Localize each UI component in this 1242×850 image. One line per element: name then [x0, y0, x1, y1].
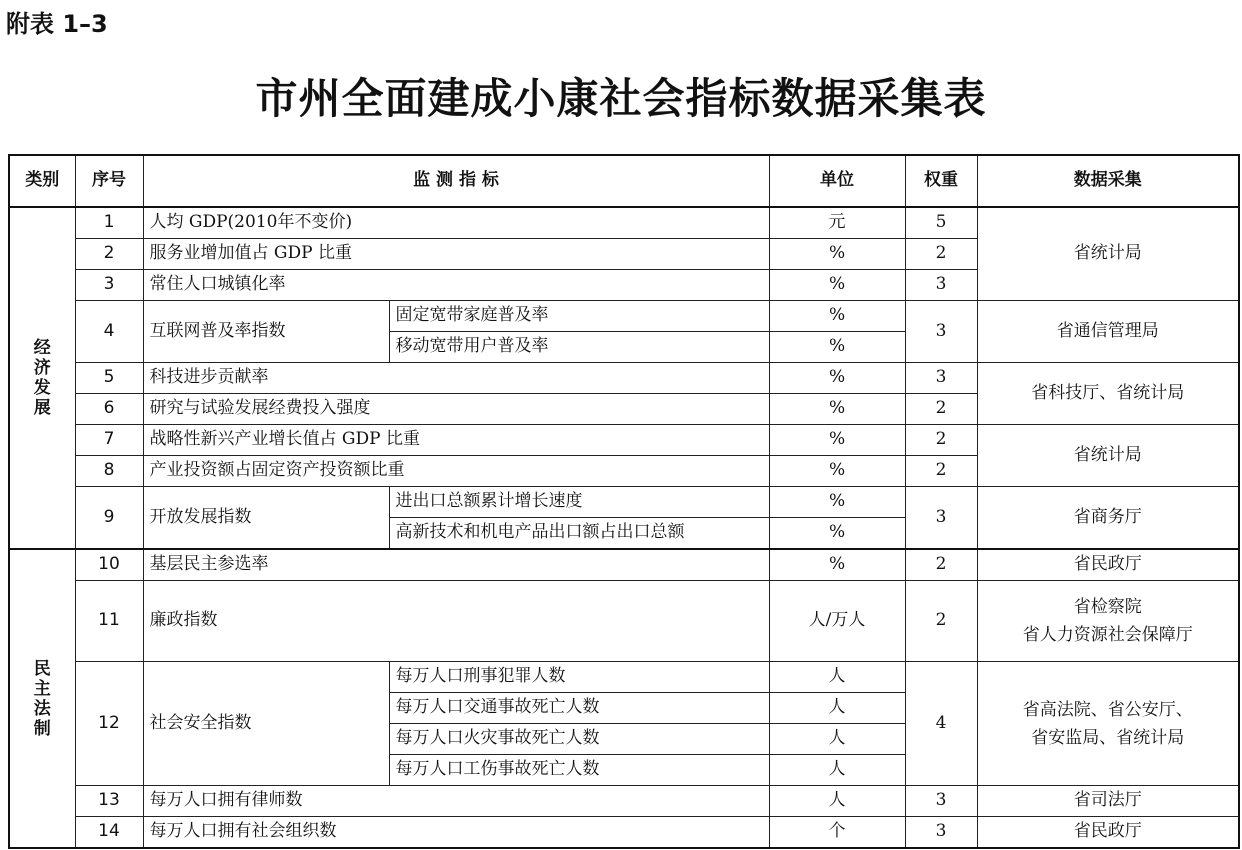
table-row — [9, 817, 1239, 849]
row-unit: 人 — [769, 693, 905, 724]
row-unit: % — [769, 456, 905, 487]
row-source: 省民政厅 — [977, 549, 1239, 581]
table-row — [9, 549, 1239, 581]
row-weight: 5 — [905, 207, 977, 239]
row-seq: 3 — [75, 270, 143, 301]
row-indicator: 互联网普及率指数 — [143, 301, 389, 363]
row-unit: % — [769, 363, 905, 394]
header-source: 数据采集 — [977, 155, 1239, 207]
row-weight: 2 — [905, 581, 977, 662]
source-line: 省高法院、省公安厅、 — [1022, 699, 1193, 720]
row-source: 省科技厅、省统计局 — [977, 363, 1239, 425]
row-unit: 人 — [769, 786, 905, 817]
row-sub-indicator: 每万人口火灾事故死亡人数 — [389, 724, 769, 755]
row-seq: 10 — [75, 549, 143, 581]
row-indicator: 战略性新兴产业增长值占 GDP 比重 — [143, 425, 769, 456]
row-seq: 13 — [75, 786, 143, 817]
row-sub-indicator: 每万人口交通事故死亡人数 — [389, 693, 769, 724]
table-row — [9, 301, 1239, 332]
row-unit: % — [769, 394, 905, 425]
row-unit: 人 — [769, 724, 905, 755]
row-sub-indicator: 每万人口工伤事故死亡人数 — [389, 755, 769, 786]
header-unit: 单位 — [769, 155, 905, 207]
row-indicator: 廉政指数 — [143, 581, 769, 662]
row-indicator: 研究与试验发展经费投入强度 — [143, 394, 769, 425]
header-weight: 权重 — [905, 155, 977, 207]
row-unit: 个 — [769, 817, 905, 849]
table-row — [9, 487, 1239, 518]
row-unit: % — [769, 332, 905, 363]
row-seq: 8 — [75, 456, 143, 487]
table-row — [9, 581, 1239, 662]
header-category: 类别 — [9, 155, 75, 207]
row-indicator: 服务业增加值占 GDP 比重 — [143, 239, 769, 270]
row-indicator: 每万人口拥有律师数 — [143, 786, 769, 817]
table-row — [9, 662, 1239, 693]
row-source: 省民政厅 — [977, 817, 1239, 849]
row-unit: % — [769, 239, 905, 270]
row-weight: 3 — [905, 301, 977, 363]
row-seq: 1 — [75, 207, 143, 239]
row-indicator: 开放发展指数 — [143, 487, 389, 550]
row-seq: 9 — [75, 487, 143, 550]
row-sub-indicator: 进出口总额累计增长速度 — [389, 487, 769, 518]
indicator-table — [8, 154, 1240, 849]
row-indicator: 基层民主参选率 — [143, 549, 769, 581]
row-sub-indicator: 高新技术和机电产品出口额占出口总额 — [389, 518, 769, 550]
row-seq: 12 — [75, 662, 143, 786]
row-unit: % — [769, 487, 905, 518]
row-unit: % — [769, 518, 905, 550]
row-seq: 2 — [75, 239, 143, 270]
table-row — [9, 363, 1239, 394]
table-row — [9, 425, 1239, 456]
source-line: 省人力资源社会保障厅 — [1022, 625, 1193, 645]
table-row — [9, 786, 1239, 817]
row-indicator: 社会安全指数 — [143, 662, 389, 786]
row-source: 省统计局 — [977, 425, 1239, 487]
row-unit: % — [769, 425, 905, 456]
row-weight: 3 — [905, 487, 977, 550]
table-row — [9, 207, 1239, 239]
source-line: 省检察院 — [1073, 597, 1142, 617]
row-weight: 3 — [905, 270, 977, 301]
row-weight: 3 — [905, 363, 977, 394]
row-seq: 14 — [75, 817, 143, 849]
row-indicator: 常住人口城镇化率 — [143, 270, 769, 301]
appendix-label: 附表 1–3 — [6, 10, 108, 38]
row-weight: 3 — [905, 817, 977, 849]
row-seq: 7 — [75, 425, 143, 456]
row-unit: 人 — [769, 662, 905, 693]
row-weight: 4 — [905, 662, 977, 786]
row-source: 省司法厅 — [977, 786, 1239, 817]
row-indicator: 人均 GDP(2010年不变价) — [143, 207, 769, 239]
row-unit: % — [769, 301, 905, 332]
row-weight: 3 — [905, 786, 977, 817]
header-seq: 序号 — [75, 155, 143, 207]
row-seq: 4 — [75, 301, 143, 363]
row-weight: 2 — [905, 549, 977, 581]
row-unit: % — [769, 549, 905, 581]
row-weight: 2 — [905, 394, 977, 425]
row-sub-indicator: 固定宽带家庭普及率 — [389, 301, 769, 332]
category-economy: 经 济 发 展 — [9, 207, 75, 549]
row-unit: % — [769, 270, 905, 301]
row-source — [977, 581, 1239, 662]
header-row — [9, 155, 1239, 207]
row-weight: 2 — [905, 456, 977, 487]
row-unit: 人/万人 — [769, 581, 905, 662]
row-unit: 人 — [769, 755, 905, 786]
row-sub-indicator: 每万人口刑事犯罪人数 — [389, 662, 769, 693]
row-source: 省商务厅 — [977, 487, 1239, 550]
row-indicator: 每万人口拥有社会组织数 — [143, 817, 769, 849]
category-democracy: 民 主 法 制 — [9, 549, 75, 848]
row-seq: 5 — [75, 363, 143, 394]
row-indicator: 科技进步贡献率 — [143, 363, 769, 394]
row-unit: 元 — [769, 207, 905, 239]
row-source — [977, 662, 1239, 786]
page-title: 市州全面建成小康社会指标数据采集表 — [255, 74, 987, 123]
row-seq: 11 — [75, 581, 143, 662]
row-source: 省统计局 — [977, 207, 1239, 301]
row-weight: 2 — [905, 239, 977, 270]
row-seq: 6 — [75, 394, 143, 425]
header-indicator: 监 测 指 标 — [143, 155, 769, 207]
row-sub-indicator: 移动宽带用户普及率 — [389, 332, 769, 363]
row-source: 省通信管理局 — [977, 301, 1239, 363]
source-line: 省安监局、省统计局 — [1031, 727, 1185, 748]
row-weight: 2 — [905, 425, 977, 456]
row-indicator: 产业投资额占固定资产投资额比重 — [143, 456, 769, 487]
